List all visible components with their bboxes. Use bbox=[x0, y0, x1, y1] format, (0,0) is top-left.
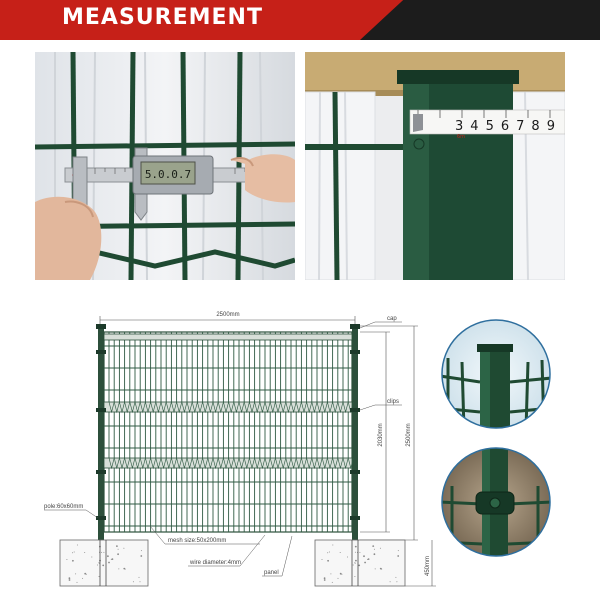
left-post bbox=[98, 328, 104, 540]
wire-diameter-label: wire diameter:4mm bbox=[190, 560, 242, 566]
tape-digit-row bbox=[455, 119, 562, 134]
panel-height-label: 2030mm bbox=[378, 423, 384, 447]
panel-label: panel bbox=[264, 570, 279, 576]
tape-digit-4: 6 bbox=[500, 119, 517, 134]
clips-label: clips bbox=[387, 399, 400, 405]
clip-markers bbox=[96, 350, 360, 520]
width-label: 2500mm bbox=[216, 312, 240, 318]
banner-title: MEASUREMENT bbox=[62, 5, 263, 30]
tape-photo-illustration bbox=[305, 52, 565, 280]
tape-digit-1: 3 bbox=[455, 119, 471, 134]
tape-digit-5: 7 bbox=[516, 119, 532, 134]
foundation-right bbox=[315, 540, 405, 586]
cap-label: cap bbox=[387, 316, 397, 322]
detail-clip bbox=[440, 446, 552, 558]
mesh-panel bbox=[104, 332, 353, 532]
foundation-left bbox=[60, 540, 148, 586]
tape-measure-photo bbox=[305, 52, 565, 280]
tape-unit-mark: 6m bbox=[457, 134, 466, 140]
tape-digit-2: 4 bbox=[470, 119, 486, 134]
fence-diagram bbox=[30, 290, 440, 595]
header-banner bbox=[0, 0, 600, 40]
caliper-reading: 5.0.0.7 bbox=[144, 168, 192, 181]
tape-digit-3: 5 bbox=[485, 119, 501, 134]
total-height-label: 2500mm bbox=[406, 423, 412, 447]
detail-post-cap bbox=[440, 318, 552, 430]
tape-digit-7: 9 bbox=[546, 119, 562, 134]
caliper-photo-illustration bbox=[35, 52, 295, 280]
mesh-size-label: mesh size:50x200mm bbox=[168, 538, 227, 544]
foundation-label: 450mm bbox=[425, 555, 431, 577]
right-post bbox=[352, 328, 358, 540]
pole-label: pole:60x60mm bbox=[44, 504, 84, 510]
tape-digit-6: 8 bbox=[531, 119, 547, 134]
caliper-photo bbox=[35, 52, 295, 280]
